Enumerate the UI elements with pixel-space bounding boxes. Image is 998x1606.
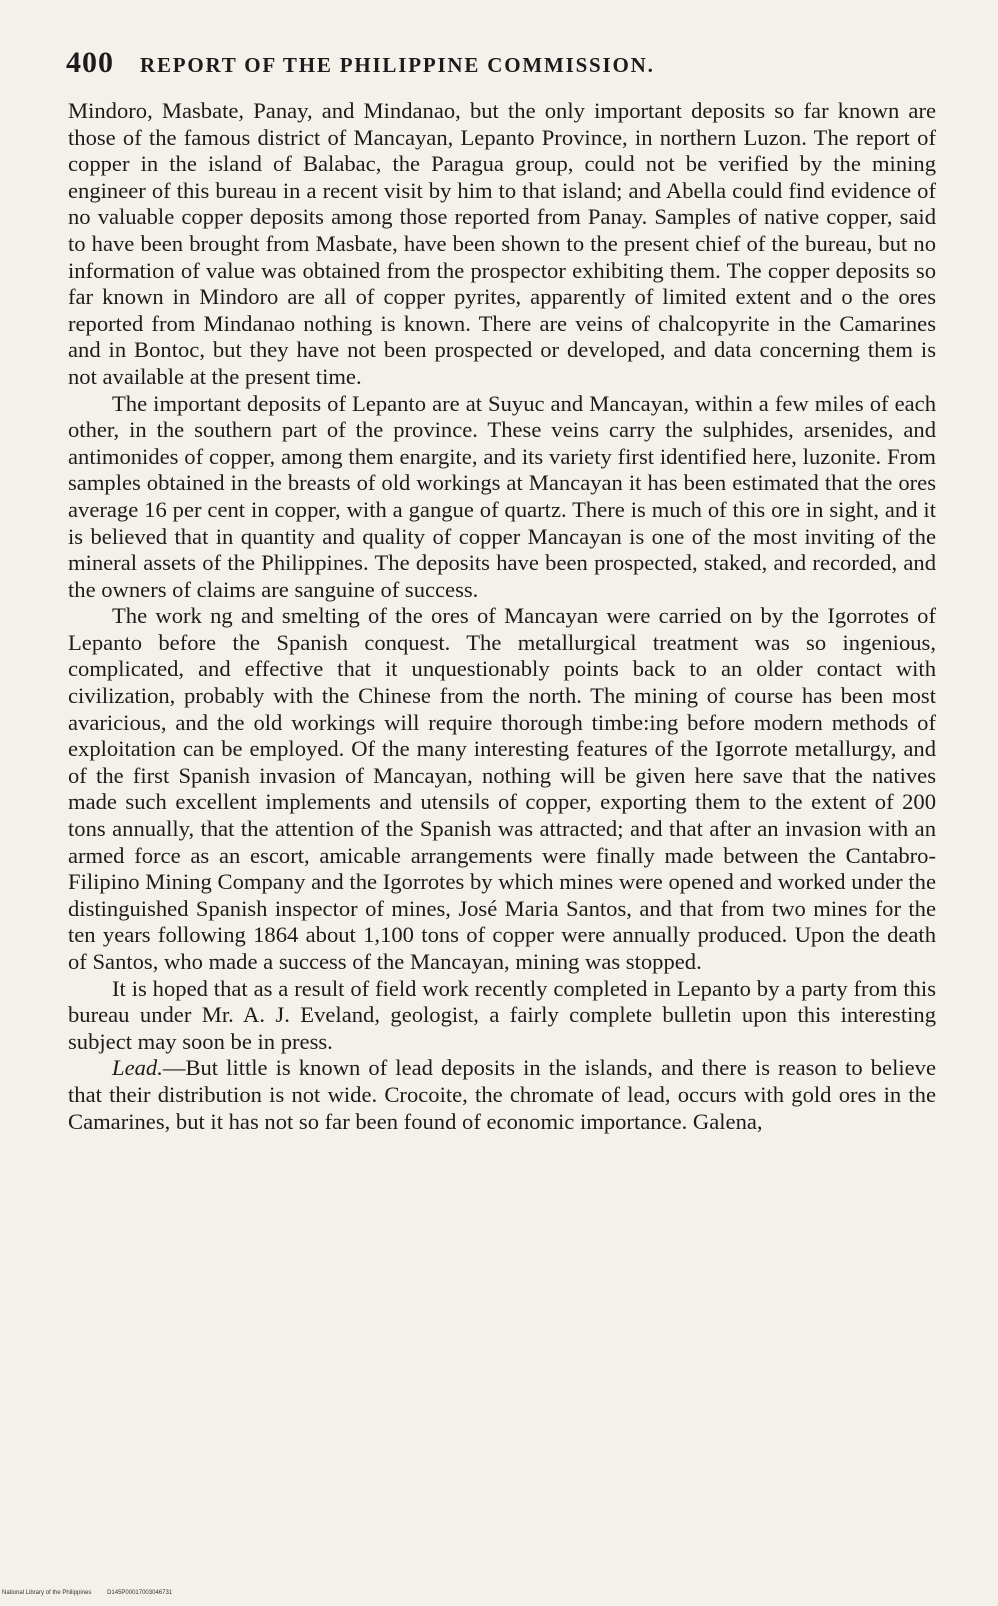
body-text	[68, 98, 936, 1135]
paragraph-mindoro-copper: Mindoro, Masbate, Panay, and Mindanao, but the only important deposits so far known are those of the famous district of Mancayan, Lepanto Province, in northern Luzon. The report of copper in the island of Balabac, the Paragua group, could not be verified by the mining engineer of this bureau in a recent visit by him to that island; and Abella could find evidence of no valuable copper deposits among those reported from Panay. Samples of native copper, said to have been brought from Masbate, have been shown to the present chief of the bureau, but no information of value was obtained from the prospector exhibiting them. The copper deposits so far known in Mindoro are all of copper pyrites, apparently of limited extent and o the ores reported from Mindanao nothing is known. There are veins of chalcopyrite in the Camarines and in Bontoc, but they have not been prospected or developed, and data concerning them is not available at the present time.	[68, 98, 936, 389]
page-header	[66, 46, 936, 86]
running-title: REPORT OF THE PHILIPPINE COMMISSION.	[140, 53, 655, 77]
page-number: 400	[66, 46, 114, 79]
paragraph-lead	[68, 1055, 936, 1135]
lead-heading: Lead.	[112, 1055, 163, 1081]
paragraph-field-work: It is hoped that as a result of field work recently completed in Lepanto by a party from this bureau under Mr. A. J. Eveland, geologist, a fairly complete bulletin upon this interesting subject may soon be in press.	[68, 975, 936, 1054]
scan-footer	[2, 1590, 186, 1596]
record-id: D145P00017003046731	[107, 1590, 173, 1596]
lead-text: —But little is known of lead deposits in the islands, and there is reason to believe that their distribution is not wide. Crocoite, the chromate of lead, occurs with gold ores in the Camarines, but it has not so far been found of economic importance. Galena,	[68, 1055, 936, 1134]
paragraph-igorrote-metallurgy: The work ng and smelting of the ores of Mancayan were carried on by the Igorrotes of Lepanto before the Spanish conquest. The metallurgical treatment was so ingenious, complicated, and effective that it unquestionably points back to an older contact with civilization, probably with the Chinese from the north. The mining of course has been most avaricious, and the old workings will require thorough timbe:ing before modern methods of exploitation can be employed. Of the many interesting features of the Igorrote metallurgy, and of the first Spanish invasion of Mancayan, nothing will be given here save that the natives made such excellent implements and utensils of copper, exporting them to the extent of 200 tons annually, that the attention of the Spanish was attracted; and that after an invasion with an armed force as an escort, amicable arrangements were finally made between the Cantabro-Filipino Mining Company and the Igorrotes by which mines were opened and worked under the distinguished Spanish inspector of mines, José Maria Santos, and that from two mines for the ten years following 1864 about 1,100 tons of copper were annually produced. Upon the death of Santos, who made a success of the Mancayan, mining was stopped.	[68, 603, 936, 974]
paragraph-lepanto-deposits: The important deposits of Lepanto are at Suyuc and Mancayan, within a few miles of each other, in the southern part of the province. These veins carry the sulphides, arsenides, and antimonides of copper, among them enargite, and its variety first identified here, luzonite. From samples obtained in the breasts of old workings at Mancayan it has been estimated that the ores average 16 per cent in copper, with a gangue of quartz. There is much of this ore in sight, and it is believed that in quantity and quality of copper Mancayan is one of the most inviting of the mineral assets of the Philippines. The deposits have been prospected, staked, and recorded, and the owners of claims are sanguine of success.	[68, 390, 936, 602]
library-credit: National Library of the Philippines	[2, 1590, 92, 1596]
